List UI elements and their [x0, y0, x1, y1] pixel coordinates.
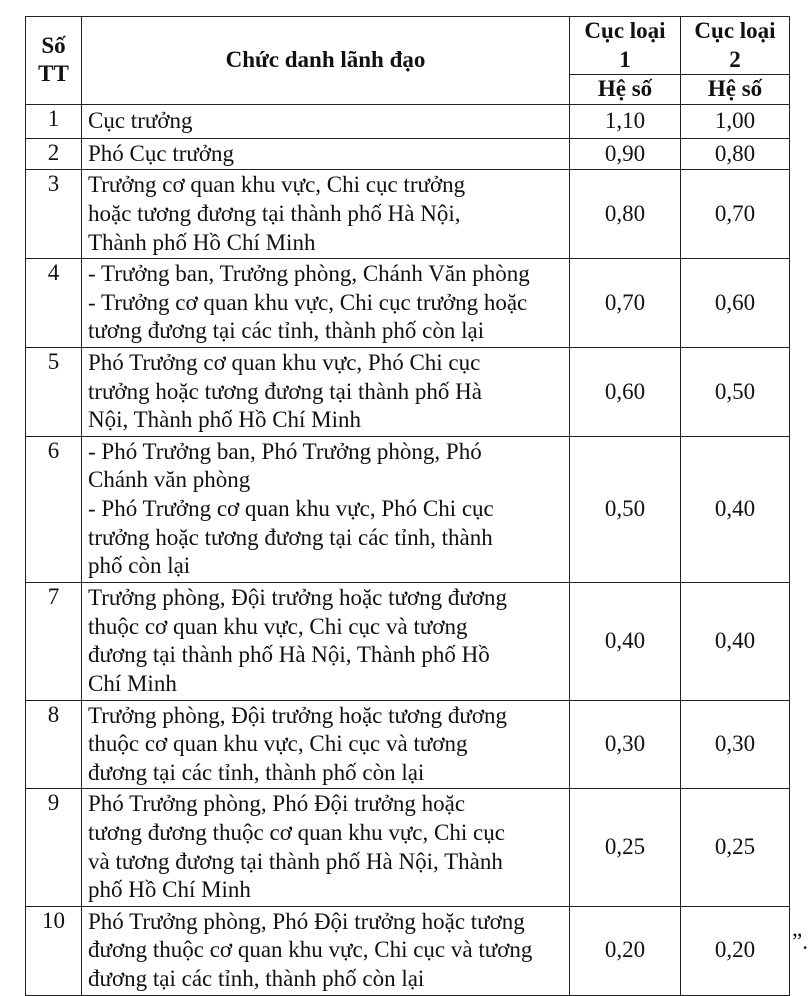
row-coef-2: 0,25 [681, 789, 790, 906]
row-coef-1: 0,90 [570, 138, 681, 170]
row-coef-2: 0,70 [681, 170, 790, 259]
row-role [82, 906, 570, 995]
header-title: Chức danh lãnh đạo [82, 17, 570, 105]
row-coef-1: 0,80 [570, 170, 681, 259]
role-line: Phó Trưởng cơ quan khu vực, Phó Chi cục [88, 349, 481, 375]
row-role [82, 138, 570, 170]
table-row [26, 138, 790, 170]
row-coef-1: 1,10 [570, 104, 681, 138]
row-stt: 9 [26, 789, 82, 906]
role-line: phố còn lại [88, 553, 191, 579]
row-coef-1: 0,30 [570, 700, 681, 789]
role-line: - Phó Trưởng ban, Phó Trưởng phòng, Phó [88, 438, 482, 464]
row-coef-2: 0,30 [681, 700, 790, 789]
row-coef-1: 0,50 [570, 436, 681, 582]
role-line: hoặc tương đương tại thành phố Hà Nội, [88, 200, 461, 226]
role-line: Cục trưởng [88, 107, 193, 133]
table-row [26, 170, 790, 259]
row-role [82, 104, 570, 138]
role-line: và tương đương tại thành phố Hà Nội, Thành [88, 848, 503, 874]
header-stt-line-1: Số [41, 32, 66, 58]
role-line: trưởng hoặc tương đương tại các tỉnh, thành [88, 524, 493, 550]
role-line: Phó Trưởng phòng, Phó Đội trưởng hoặc [88, 791, 466, 817]
row-coef-1: 0,40 [570, 582, 681, 700]
row-coef-1: 0,60 [570, 347, 681, 436]
table-row [26, 700, 790, 789]
row-coef-1: 0,25 [570, 789, 681, 906]
closing-quote: ”. [792, 929, 808, 954]
role-line: đương tại các tỉnh, thành phố còn lại [88, 966, 425, 992]
table-body [26, 104, 790, 995]
table-row [26, 582, 790, 700]
row-stt: 2 [26, 138, 82, 170]
row-coef-2: 0,80 [681, 138, 790, 170]
row-role [82, 700, 570, 789]
row-coef-1: 0,20 [570, 906, 681, 995]
role-line: đương tại các tỉnh, thành phố còn lại [88, 759, 425, 785]
role-line: Trưởng phòng, Đội trưởng hoặc tương đương [88, 702, 508, 728]
table-row [26, 104, 790, 138]
role-line: thuộc cơ quan khu vực, Chi cục và tương [88, 613, 468, 639]
table-row [26, 347, 790, 436]
role-line: - Trưởng cơ quan khu vực, Chi cục trưởng hoặc [88, 289, 528, 315]
row-coef-2: 0,50 [681, 347, 790, 436]
coefficient-table [25, 16, 790, 996]
role-line: thuộc cơ quan khu vực, Chi cục và tương [88, 731, 468, 757]
header-col1: Cục loại 1 [570, 17, 681, 75]
table-row [26, 259, 790, 348]
row-stt: 3 [26, 170, 82, 259]
header-stt [26, 17, 82, 105]
role-line: Trưởng phòng, Đội trưởng hoặc tương đương [88, 585, 508, 610]
header-sub2: Hệ số [681, 75, 790, 105]
row-coef-2: 0,20 [681, 906, 790, 995]
table-row [26, 906, 790, 995]
row-role [82, 582, 570, 700]
role-line: tương đương thuộc cơ quan khu vực, Chi cục [88, 820, 505, 846]
row-role [82, 347, 570, 436]
role-line: Nội, Thành phố Hồ Chí Minh [88, 407, 362, 433]
row-role [82, 259, 570, 348]
row-stt: 1 [26, 104, 82, 138]
row-stt: 5 [26, 347, 82, 436]
role-line: Trưởng cơ quan khu vực, Chi cục trưởng [88, 172, 466, 198]
role-line: trưởng hoặc tương đương tại thành phố Hà [88, 378, 482, 404]
header-stt-line-2: TT [38, 61, 69, 87]
role-line: - Trưởng ban, Trưởng phòng, Chánh Văn phòng [88, 261, 530, 287]
row-role [82, 436, 570, 582]
row-coef-2: 0,40 [681, 582, 790, 700]
role-line: - Phó Trưởng cơ quan khu vực, Phó Chi cục [88, 495, 494, 521]
row-stt: 8 [26, 700, 82, 789]
role-line: Phó Trưởng phòng, Phó Đội trưởng hoặc tương [88, 908, 525, 934]
row-role [82, 789, 570, 906]
role-line: Phó Cục trưởng [88, 140, 235, 166]
row-stt: 4 [26, 259, 82, 348]
row-stt: 10 [26, 906, 82, 995]
row-stt: 6 [26, 436, 82, 582]
row-stt: 7 [26, 582, 82, 700]
role-line: đương tại thành phố Hà Nội, Thành phố Hồ [88, 642, 490, 668]
role-line: tương đương tại các tỉnh, thành phố còn lại [88, 318, 485, 344]
row-coef-2: 1,00 [681, 104, 790, 138]
role-line: Chánh văn phòng [88, 467, 251, 493]
role-line: Chí Minh [88, 670, 177, 696]
header-sub1: Hệ số [570, 75, 681, 105]
row-coef-1: 0,70 [570, 259, 681, 348]
role-line: đương thuộc cơ quan khu vực, Chi cục và tương [88, 937, 533, 963]
role-line: phố Hồ Chí Minh [88, 877, 251, 903]
role-line: Thành phố Hồ Chí Minh [88, 229, 316, 255]
row-coef-2: 0,40 [681, 436, 790, 582]
row-role [82, 170, 570, 259]
header-col2: Cục loại 2 [681, 17, 790, 75]
table-row [26, 436, 790, 582]
row-coef-2: 0,60 [681, 259, 790, 348]
table-row [26, 789, 790, 906]
